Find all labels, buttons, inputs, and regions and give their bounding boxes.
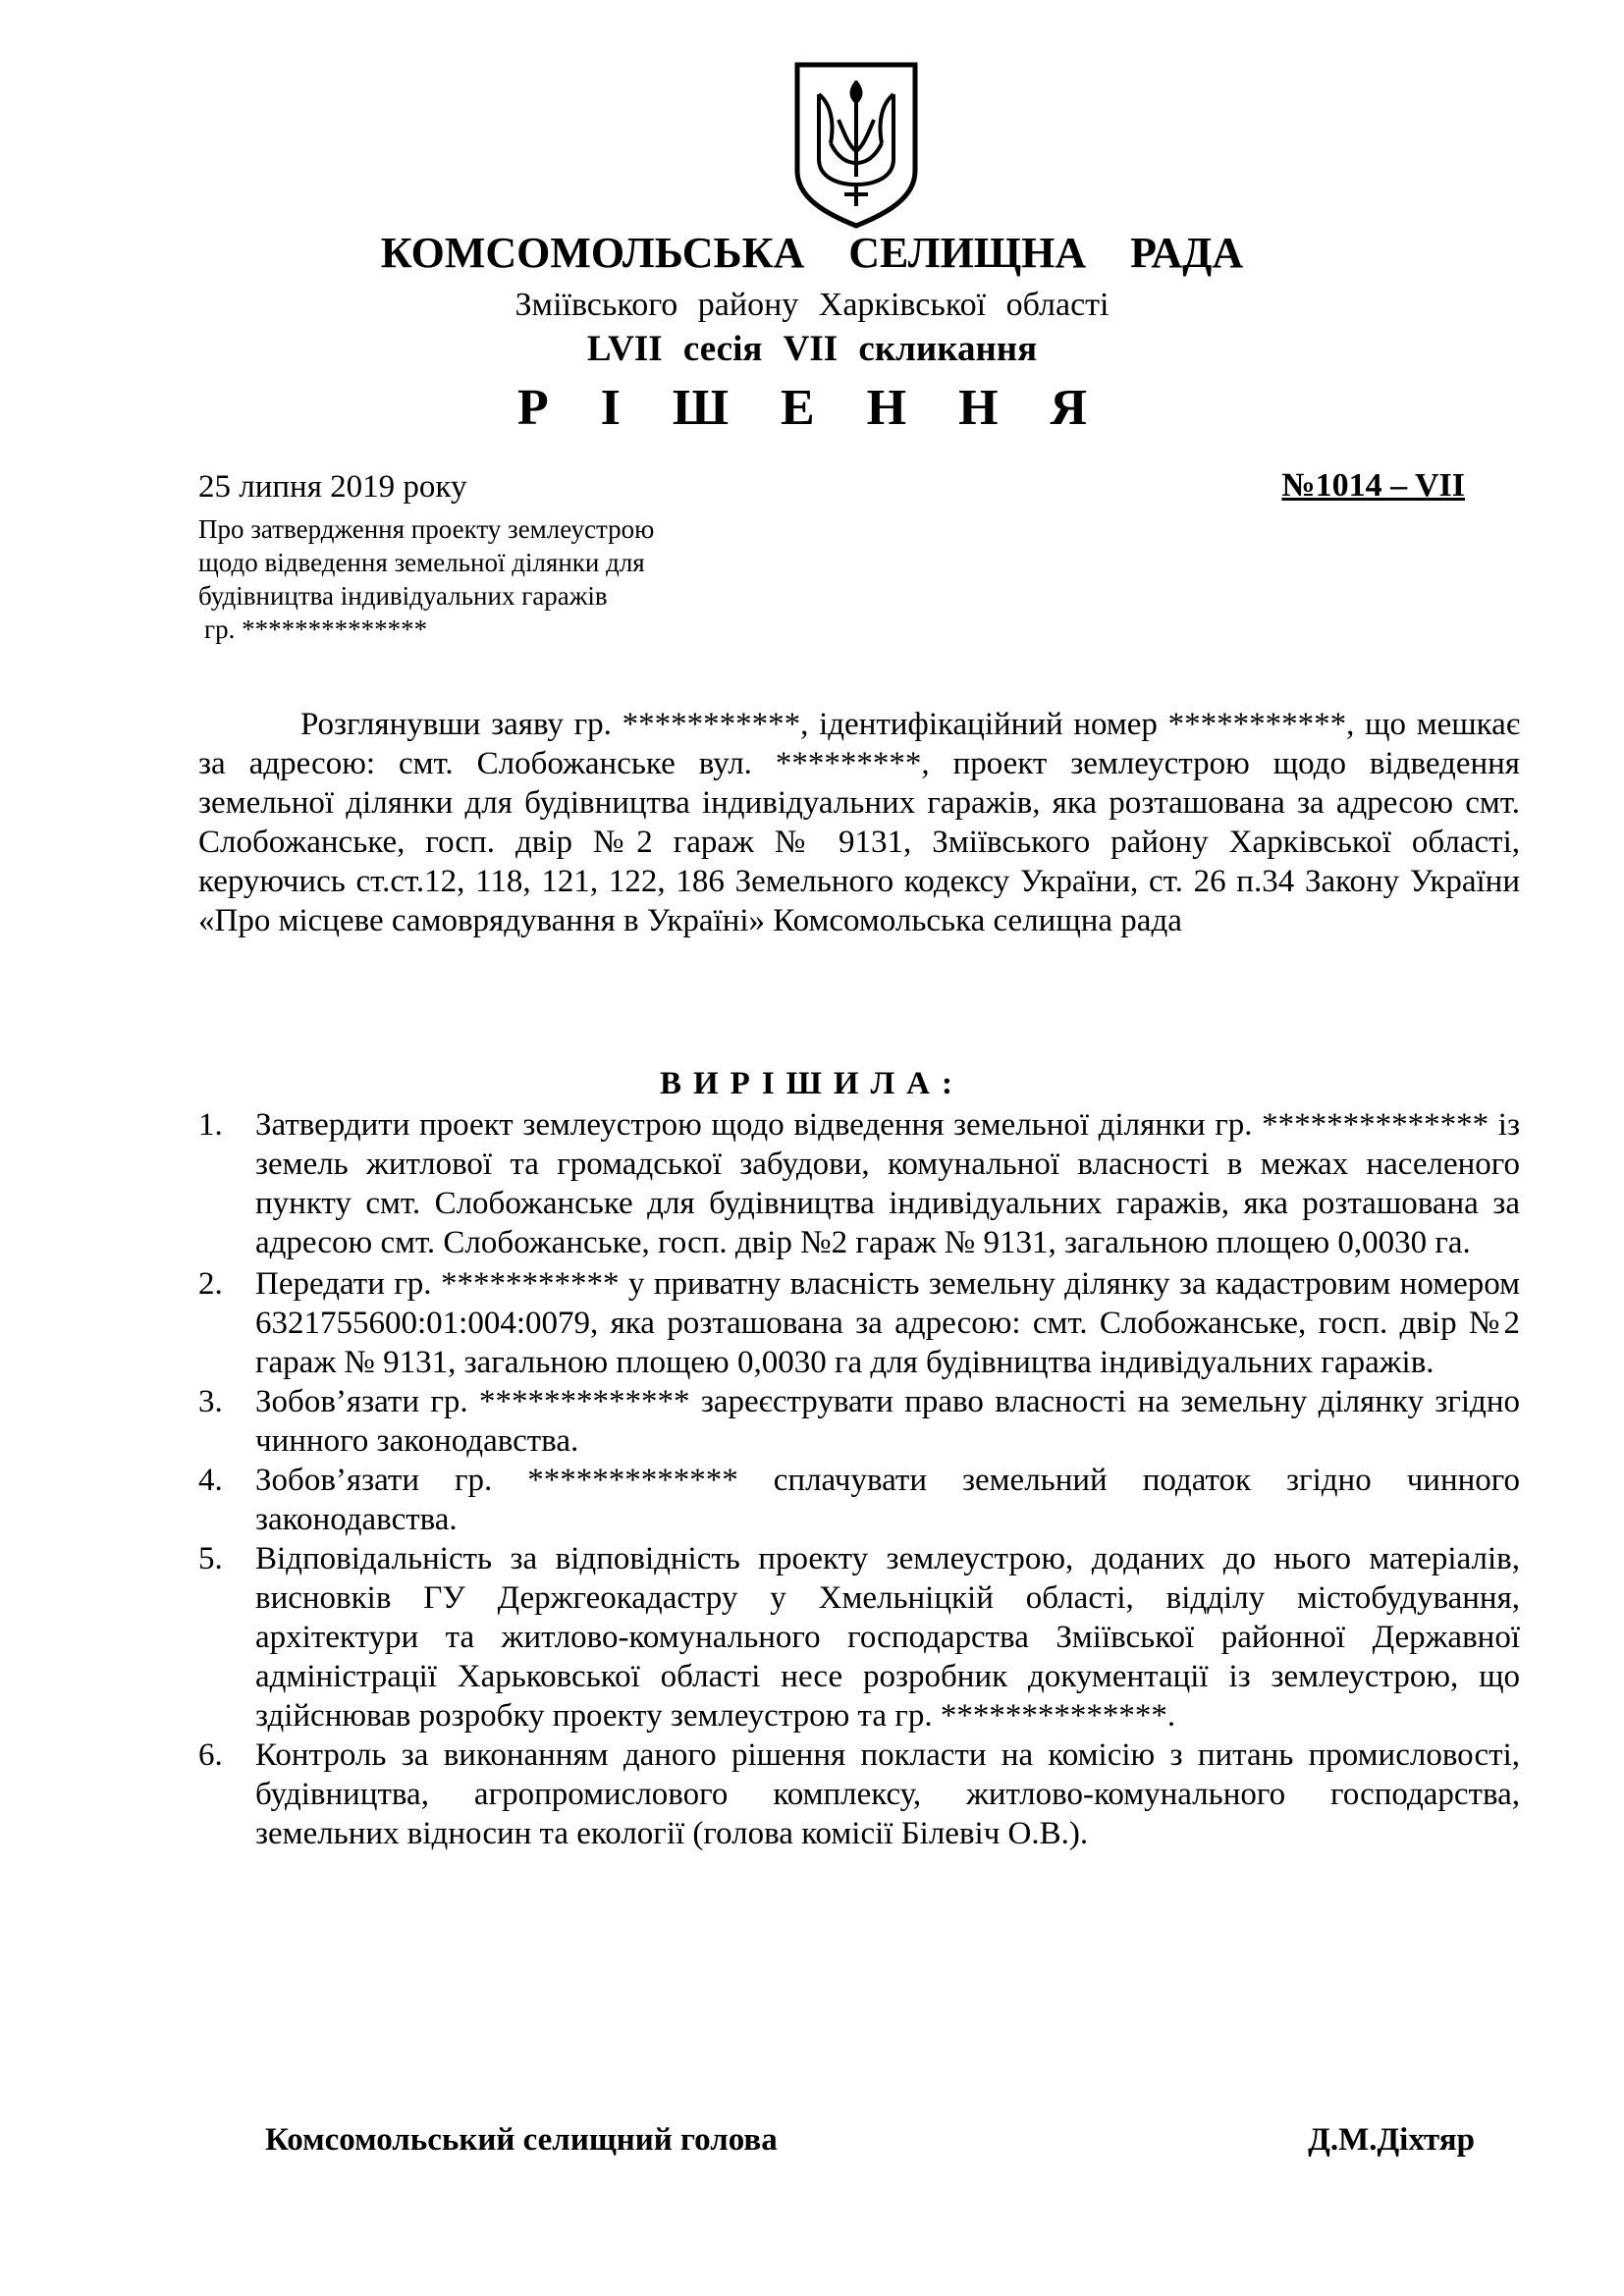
signatory-title: Комсомольський селищний голова <box>265 2122 778 2158</box>
preamble-paragraph: Розглянувши заяву гр. ***********, ідентифікаційний номер ***********, що мешкає за адресою: смт. Слобожанське вул. *********, проект землеустрою щодо відведення земельної ділянки для будівництва індивідуальних гаражів, яка розташована за адресою смт. Слобожанське, госп. двір №2 гараж № 9131, Зміївського району Харківської області, керуючись ст.ст.12, 118, 121, 122, 186 Земельного кодексу України, ст. 26 п.34 Закону України «Про місцеве самоврядування в Україні» Комсомольська селищна рада <box>198 707 1520 938</box>
session-subtitle: LVII сесія VII скликання <box>586 329 1038 369</box>
item-text: Контроль за виконанням даного рішення покласти на комісію з питань промисловості, будівництва, агропромислового комплексу, житлово-комунального господарства, земельних відносин та екології (голова комісії Білевіч О.В.). <box>255 1737 1520 1851</box>
resolved-heading: ВИРІШИЛА: <box>660 1066 964 1101</box>
district-subtitle: Зміївського району Харківської області <box>514 287 1110 323</box>
resolution-item <box>198 1539 1520 1735</box>
subject-line: гр. ************** <box>204 614 428 644</box>
decision-date: 25 липня 2019 року <box>198 469 467 505</box>
item-number: 3. <box>198 1384 223 1419</box>
item-number: 4. <box>198 1463 223 1498</box>
resolution-item <box>198 1735 1520 1853</box>
item-text: Затвердити проект землеустрою щодо відведення земельної ділянки гр. ************** із земель житлової та громадської забудови, комунальної власності в межах населеного пункту смт. Слобожанське для будівництва індивідуальних гаражів, яка розташована за адресою смт. Слобожанське, госп. двір №2 гараж № 9131, загальною площею 0,0030 га. <box>255 1107 1520 1260</box>
decision-number: №1014 – VII <box>1281 467 1465 504</box>
item-text: Відповідальність за відповідність проекту землеустрою, доданих до нього матеріалів, висновків ГУ Держгеокадастру у Хмельніцкій області, відділу містобудування, архітектури та житлово-комунального господарства Зміївської районної Державної адміністрації Харьковської області несе розробник документації із землеустрою, що здійснював розробку проекту землеустрою та гр. **************. <box>255 1541 1520 1734</box>
item-number: 6. <box>198 1737 223 1773</box>
resolution-item <box>198 1105 1520 1262</box>
document-type-title: Р І Ш Е Н Н Я <box>516 380 1108 436</box>
item-text: Зобов’язати гр. ************* сплачувати земельний податок згідно чинного законодавства. <box>255 1463 1520 1537</box>
resolution-item <box>198 1382 1520 1461</box>
council-title: КОМСОМОЛЬСЬКА СЕЛИЩНА РАДА <box>380 229 1244 277</box>
resolution-item <box>198 1461 1520 1539</box>
signatory-name: Д.М.Діхтяр <box>1308 2122 1475 2158</box>
item-number: 1. <box>198 1107 223 1143</box>
decision-subject <box>198 512 905 646</box>
subject-line: Про затвердження проекту землеустрою <box>198 514 655 544</box>
trident-emblem-icon <box>791 61 921 230</box>
resolution-items <box>198 1105 1520 1853</box>
item-text: Передати гр. *********** у приватну власність земельну ділянку за кадастровим номером 6321755600:01:004:0079, яка розташована за адресою: смт. Слобожанське, госп. двір №2 гараж № 9131, загальною площею 0,0030 га для будівництва індивідуальних гаражів. <box>255 1266 1520 1380</box>
item-number: 2. <box>198 1266 223 1302</box>
item-text: Зобов’язати гр. ************* зареєструвати право власності на земельну ділянку згідно чинного законодавства. <box>255 1384 1520 1459</box>
subject-line: будівництва індивідуальних гаражів <box>198 581 608 611</box>
subject-line: щодо відведення земельної ділянки для <box>198 548 645 577</box>
item-number: 5. <box>198 1541 223 1576</box>
resolution-item <box>198 1264 1520 1382</box>
